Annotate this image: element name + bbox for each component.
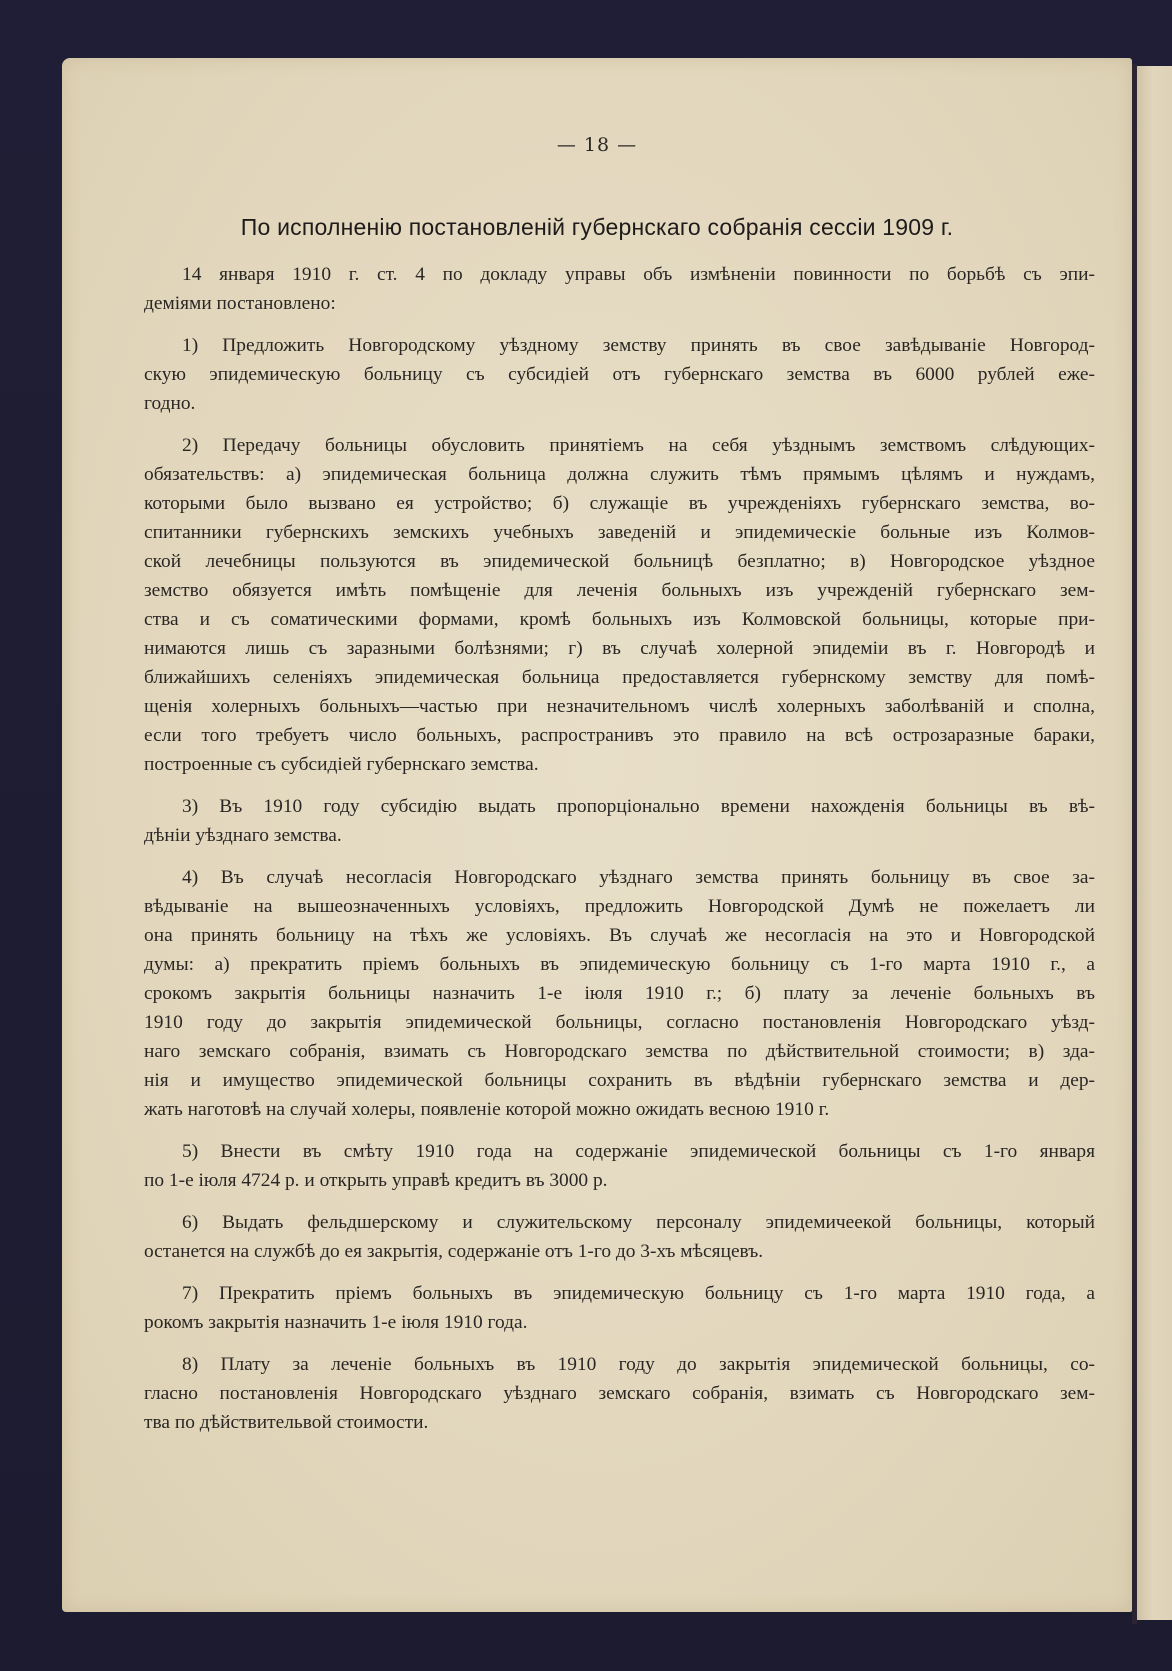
- text-line: 3) Въ 1910 году субсидію выдать пропорціонально времени нахожденія больницы въ вѣ-: [182, 796, 1095, 817]
- text-line: построенные съ субсидіей губернскаго земства.: [144, 754, 539, 775]
- page-number: — 18 —: [556, 134, 638, 156]
- paragraph-5: [144, 1137, 1095, 1195]
- text-line: 5) Внести въ смѣту 1910 года на содержаніе эпидемической больницы съ 1-го января: [182, 1141, 1095, 1162]
- text-line: наго земскаго собранія, взимать съ Новгородскаго земства по дѣйствительной стоимости; в) зда-: [144, 1041, 1095, 1062]
- text-line: дѣніи уѣзднаго земства.: [144, 825, 342, 846]
- text-line: 7) Прекратить пріемъ больныхъ въ эпидемическую больницу съ 1-го марта 1910 года, а: [182, 1283, 1095, 1304]
- text-line: срокомъ закрытія больницы назначить 1-е іюля 1910 г.; б) плату за леченіе больныхъ въ: [144, 983, 1095, 1004]
- text-line: 8) Плату за леченіе больныхъ въ 1910 году до закрытія эпидемической больницы, со-: [182, 1354, 1095, 1375]
- paragraph-6: [144, 1208, 1095, 1266]
- text-line: земство обязуется имѣть помѣщеніе для леченія больныхъ изъ учрежденій губернскаго зем-: [144, 580, 1095, 601]
- paragraph-8: [144, 1350, 1095, 1437]
- document-page: [62, 58, 1132, 1612]
- text-line: рокомъ закрытія назначить 1-е іюля 1910 года.: [144, 1312, 528, 1333]
- text-line: 1) Предложить Новгородскому уѣздному земству принять въ свое завѣдываніе Новгород-: [182, 335, 1095, 356]
- text-line: скую эпидемическую больницу съ субсидіей отъ губернскаго земства въ 6000 рублей еже-: [144, 364, 1095, 385]
- text-line: 14 января 1910 г. ст. 4 по докладу управы объ измѣненіи повинности по борьбѣ съ эпи-: [182, 264, 1095, 285]
- text-line: 6) Выдать фельдшерскому и служительскому персоналу эпидемичеекой больницы, который: [182, 1212, 1095, 1233]
- text-line: ближайшихъ селеніяхъ эпидемическая больница предоставляется губернскому земству для помѣ-: [144, 667, 1095, 688]
- text-line: годно.: [144, 393, 196, 414]
- text-line: вѣдываніе на вышеозначенныхъ условіяхъ, предложить Новгородской Думѣ не пожелаетъ ли: [144, 896, 1095, 917]
- text-line: по 1-е іюля 4724 р. и открыть управѣ кредитъ въ 3000 р.: [144, 1170, 608, 1191]
- text-line: жать наготовѣ на случай холеры, появленіе которой можно ожидать весною 1910 г.: [144, 1099, 830, 1120]
- text-line: спитанники губернскихъ земскихъ учебныхъ заведеній и эпидемическіе больные изъ Колмов-: [144, 522, 1095, 543]
- paragraph-2: [144, 431, 1095, 779]
- document-body: [144, 260, 1095, 1450]
- text-line: нимаются лишь съ заразными болѣзнями; г) въ случаѣ холерной эпидеміи въ г. Новгородѣ и: [144, 638, 1095, 659]
- text-line: 4) Въ случаѣ несогласія Новгородскаго уѣзднаго земства принять больницу въ свое за-: [182, 867, 1095, 888]
- text-line: щенія холерныхъ больныхъ—частью при незначительномъ числѣ холерныхъ заболѣваній и сполна,: [144, 696, 1095, 717]
- text-line: если того требуетъ число больныхъ, распространивъ это правило на всѣ острозаразные бараки,: [144, 725, 1095, 746]
- text-line: 1910 году до закрытія эпидемической больницы, согласно постановленія Новгородскаго уѣзд-: [144, 1012, 1095, 1033]
- text-line: ской лечебницы пользуются въ эпидемической больницѣ безплатно; в) Новгородское уѣздное: [144, 551, 1095, 572]
- text-line: деміями постановлено:: [144, 293, 336, 314]
- paragraph-4: [144, 863, 1095, 1124]
- text-line: обязательствъ: а) эпидемическая больница должна служить тѣмъ прямымъ цѣлямъ и нуждамъ,: [144, 464, 1095, 485]
- text-line: гласно постановленія Новгородскаго уѣзднаго земскаго собранія, взимать съ Новгородскаго зем-: [144, 1383, 1095, 1404]
- text-line: ства и съ соматическими формами, кромѣ больныхъ изъ Колмовской больницы, которые при-: [144, 609, 1095, 630]
- text-line: нія и имущество эпидемической больницы сохранить въ вѣдѣніи губернскаго земства и дер-: [144, 1070, 1095, 1091]
- paragraph-3: [144, 792, 1095, 850]
- paragraph-0: [144, 260, 1095, 318]
- text-line: она принять больницу на тѣхъ же условіяхъ. Въ случаѣ же несогласія на это и Новгородской: [144, 925, 1095, 946]
- text-line: останется на службѣ до ея закрытія, содержаніе отъ 1-го до 3-хъ мѣсяцевъ.: [144, 1241, 764, 1262]
- text-line: тва по дѣйствительвой стоимости.: [144, 1412, 429, 1433]
- text-line: думы: а) прекратить пріемъ больныхъ въ эпидемическую больницу съ 1-го марта 1910 г., а: [144, 954, 1095, 975]
- paragraph-7: [144, 1279, 1095, 1337]
- adjacent-page-edge: [1137, 66, 1172, 1620]
- page-heading: По исполненію постановленій губернскаго собранія сессіи 1909 г.: [240, 214, 954, 240]
- text-line: которыми было вызвано ея устройство; б) служащіе въ учрежденіяхъ губернскаго земства, во-: [144, 493, 1095, 514]
- paragraph-1: [144, 331, 1095, 418]
- text-line: 2) Передачу больницы обусловить принятіемъ на себя уѣзднымъ земствомъ слѣдующих-: [182, 435, 1095, 456]
